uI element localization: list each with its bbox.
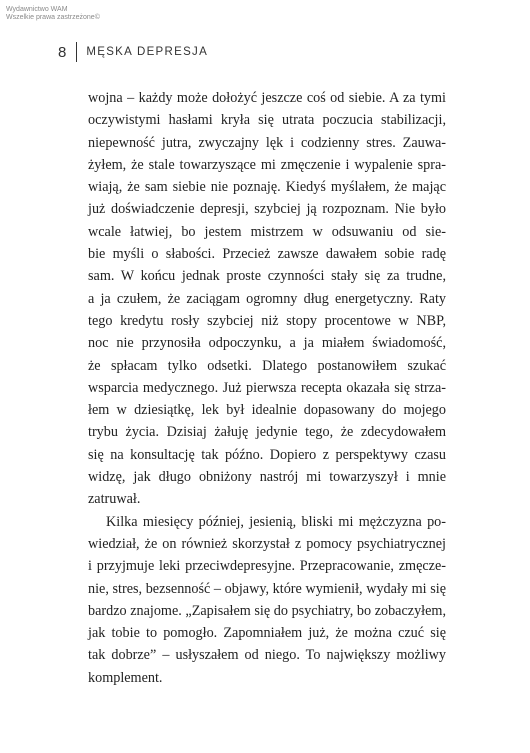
- text-line: nie, stres, bezsenność – objawy, które wymienił, wydały mi się: [88, 580, 446, 597]
- watermark-copyright: Wszelkie prawa zastrzeżone©: [6, 14, 100, 21]
- text-line: wiają, że sam siebie nie poznaję. Kiedyś myślałem, że mając: [88, 179, 446, 196]
- text-line: a ja czułem, że zaciągam ogromny dług energetyczny. Raty: [88, 290, 446, 307]
- text-line: tak dobrze” – usłyszałem od niego. To największy możliwy: [88, 647, 446, 664]
- paragraph: [88, 87, 446, 511]
- text-line: komplement.: [88, 669, 163, 686]
- text-line: tego kredytu rosły szybciej niż stopy procentowe w NBP,: [88, 312, 446, 329]
- watermark-publisher: Wydawnictwo WAM: [6, 6, 68, 13]
- text-line: i przyjmuje leki przeciwdepresyjne. Przepracowanie, zmęcze-: [88, 558, 446, 575]
- text-line: wojna – każdy może dołożyć jeszcze coś od siebie. A za tymi: [88, 90, 446, 106]
- text-line: żyłem, że stale towarzyszące mi zmęczenie i wypalenie spra-: [88, 156, 446, 173]
- text-line: jak tobie to pomogło. Zapomniałem już, że można czuć się: [88, 625, 446, 642]
- page-number: 8: [58, 43, 67, 61]
- text-line: już doświadczenie depresji, szybciej ją rozpoznam. Nie było: [88, 201, 446, 218]
- text-line: łem w dziesiątkę, lek był idealnie dopasowany do mojego: [88, 402, 446, 419]
- text-line: widzę, jak długo obniżony nastrój mi towarzyszył i mnie: [88, 469, 446, 486]
- text-line: bardzo znajome. „Zapisałem się do psychiatry, bo zobaczyłem,: [88, 602, 446, 619]
- text-line: wiedział, że on również skorzystał z pomocy psychiatrycznej: [88, 535, 446, 552]
- body-text: [88, 87, 446, 689]
- text-line: noc nie przynosiła odpoczynku, a ja miałem świadomość,: [88, 335, 446, 352]
- running-title: MĘSKA DEPRESJA: [86, 46, 209, 58]
- text-line: wsparcia medycznego. Już pierwsza recepta okazała się strza-: [88, 379, 446, 396]
- text-line: zatruwał.: [88, 491, 141, 508]
- text-line: się na konsultację tak późno. Dopiero z perspektywy czasu: [88, 446, 446, 463]
- running-head: [58, 42, 208, 62]
- text-line: że spłacam tylko odsetki. Dlatego postanowiłem szukać: [88, 357, 446, 374]
- text-line: niepewność jutra, zwyczajny lęk i codzienny stres. Zauwa-: [88, 134, 446, 151]
- text-line: sam. W końcu jednak proste czynności stały się za trudne,: [88, 268, 446, 285]
- header-divider: [76, 42, 77, 62]
- text-line: oczywistymi hasłami kryła się utrata poczucia stabilizacji,: [88, 112, 446, 129]
- paragraph: [88, 511, 446, 689]
- text-line: bie myśli o słabości. Przecież zawsze dawałem sobie radę: [88, 246, 446, 263]
- text-line: trybu życia. Dzisiaj żałuję jedynie tego, że zdecydowałem: [88, 424, 446, 441]
- text-line: Kilka miesięcy później, jesienią, bliski mi mężczyzna po-: [106, 513, 446, 530]
- publisher-watermark: [6, 6, 100, 22]
- text-line: wcale łatwiej, bo jestem mistrzem w odsuwaniu od sie-: [88, 223, 446, 240]
